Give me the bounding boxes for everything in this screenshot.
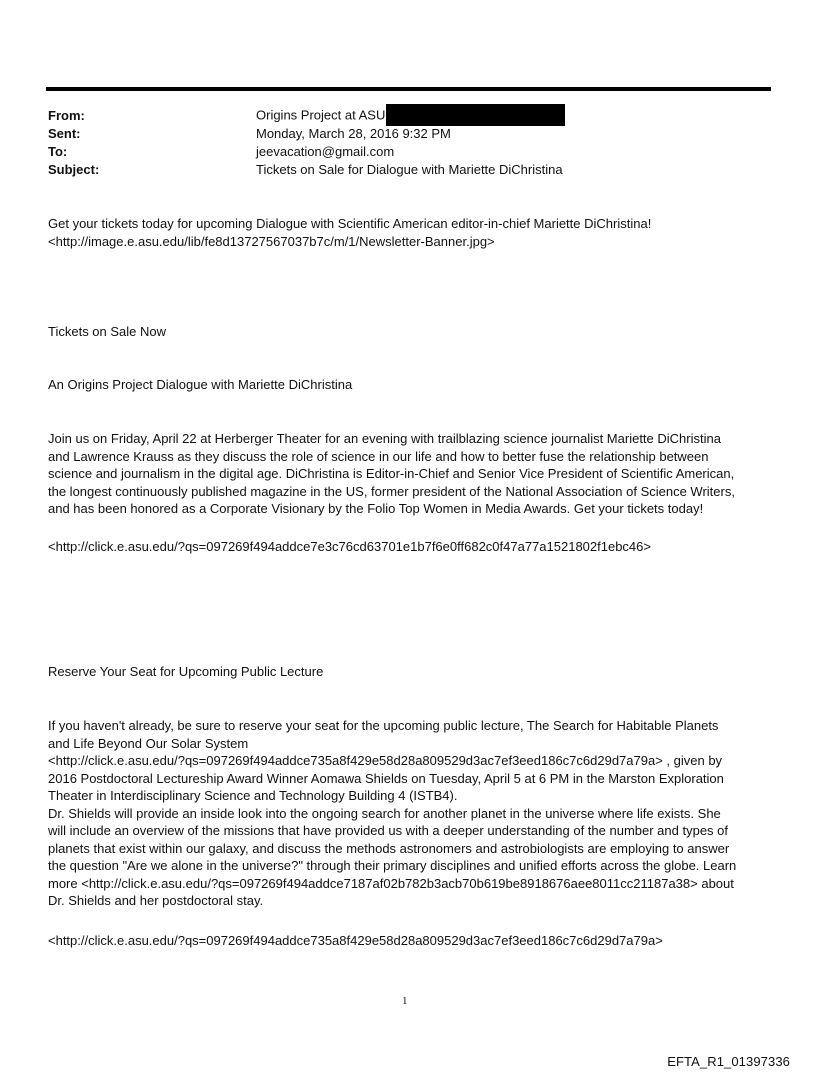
- join-paragraph: [48, 430, 773, 518]
- dialogue-heading: An Origins Project Dialogue with Mariette DiChristina: [48, 377, 353, 392]
- join-line: the longest continuously published magazine in the US, former president of the National Association of Science Writers,: [48, 483, 735, 499]
- sent-label: Sent:: [48, 126, 81, 141]
- join-line: and Lawrence Krauss as they discuss the role of science in our life and how to better fuse the relationship between: [48, 448, 709, 464]
- join-line: and has been honored as a Corporate Visionary by the Folio Top Women in Media Awards. Get your tickets today!: [48, 501, 704, 516]
- lecture-line: Dr. Shields and her postdoctoral stay.: [48, 893, 264, 908]
- from-label: From:: [48, 108, 85, 123]
- subject-row: [48, 161, 773, 179]
- page-number: 1: [402, 995, 408, 1007]
- bates-number: EFTA_R1_01397336: [667, 1054, 790, 1069]
- sent-value: Monday, March 28, 2016 9:32 PM: [256, 126, 451, 141]
- subject-label: Subject:: [48, 162, 100, 177]
- lecture-line: planets that exist within our galaxy, and discuss the methods astronomers and astrobiologists are employing to answer: [48, 840, 730, 856]
- email-header: [48, 107, 773, 179]
- join-line: Join us on Friday, April 22 at Herberger Theater for an evening with trailblazing science journalist Mariette DiChristina: [48, 431, 721, 446]
- redaction-box: [386, 104, 565, 126]
- lecture-line: and Life Beyond Our Solar System: [48, 735, 249, 751]
- tickets-link: <http://click.e.asu.edu/?qs=097269f494addce7e3c76cd63701e1b7f6e0ff682c0f47a77a1521802f1ebc46>: [48, 539, 651, 554]
- sent-row: [48, 125, 773, 143]
- intro-paragraph: [48, 215, 773, 250]
- join-line: science and journalism in the digital age. DiChristina is Editor-in-Chief and Senior Vice President of Scientific American,: [48, 466, 735, 481]
- lecture-line: the question "Are we alone in the universe?" through their primary disciplines and unified efforts across the globe. Learn: [48, 858, 737, 873]
- lecture-paragraph: [48, 717, 773, 910]
- to-value: jeevacation@gmail.com: [256, 144, 395, 159]
- tickets-heading: Tickets on Sale Now: [48, 324, 167, 339]
- lecture-line: 2016 Postdoctoral Lectureship Award Winner Aomawa Shields on Tuesday, April 5 at 6 PM in the Marston Exploration: [48, 770, 724, 786]
- from-value: [256, 105, 773, 127]
- lecture-line: Theater in Interdisciplinary Science and Technology Building 4 (ISTB4).: [48, 788, 458, 803]
- from-row: [48, 107, 773, 125]
- lecture-line: If you haven't already, be sure to reserve your seat for the upcoming public lecture, The Search for Habitable Planets: [48, 718, 719, 733]
- lecture-line: will include an overview of the missions that have provided us with a deeper understanding of the number and types of: [48, 823, 729, 838]
- lecture-line: Dr. Shields will provide an inside look into the ongoing search for another planet in the universe where life exists. She: [48, 805, 721, 821]
- lecture-line: more <http://click.e.asu.edu/?qs=097269f494addce7187af02b782b3acb70b619be8918676aee8011cc21187a38> about: [48, 875, 734, 891]
- intro-line: Get your tickets today for upcoming Dialogue with Scientific American editor-in-chief Mariette DiChristina!: [48, 216, 652, 231]
- to-row: [48, 143, 773, 161]
- lecture-line: <http://click.e.asu.edu/?qs=097269f494addce735a8f429e58d28a809529d3ac7ef3eed186c7c6d29d7a79a> , given by: [48, 753, 723, 768]
- header-rule: [46, 87, 771, 91]
- reserve-heading: Reserve Your Seat for Upcoming Public Lecture: [48, 664, 324, 679]
- from-sender: Origins Project at ASU: [256, 107, 386, 123]
- subject-value: Tickets on Sale for Dialogue with Mariette DiChristina: [256, 162, 563, 177]
- banner-link: <http://image.e.asu.edu/lib/fe8d13727567037b7c/m/1/Newsletter-Banner.jpg>: [48, 233, 495, 249]
- to-label: To:: [48, 144, 68, 159]
- lecture-link: <http://click.e.asu.edu/?qs=097269f494addce735a8f429e58d28a809529d3ac7ef3eed186c7c6d29d7a79a>: [48, 933, 663, 948]
